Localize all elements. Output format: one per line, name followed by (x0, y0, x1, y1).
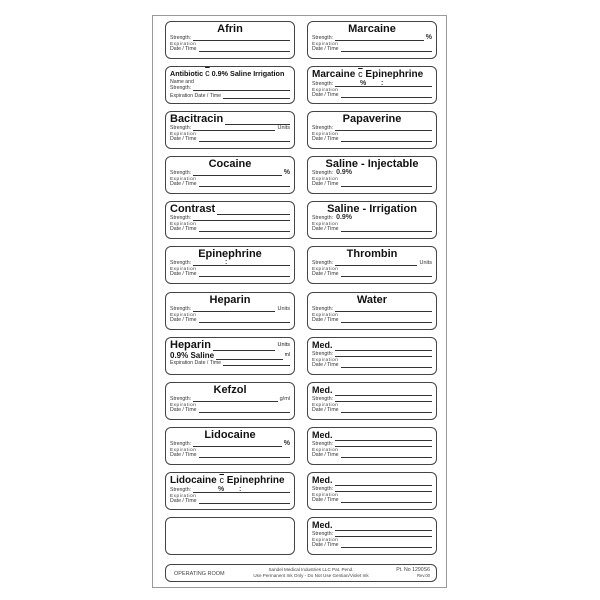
label-med-1 (307, 337, 437, 375)
date-time-label: Date / Time (312, 451, 339, 458)
date-time-field[interactable] (341, 92, 432, 98)
percent-sign: % (360, 80, 367, 88)
date-time-field[interactable] (341, 136, 432, 142)
department-label: OPERATING ROOM (174, 571, 225, 577)
date-time-label: Date / Time (312, 46, 339, 52)
date-time-label: Date / Time (170, 497, 197, 504)
date-time-field[interactable] (341, 542, 432, 548)
date-time-label: Date / Time (312, 271, 339, 278)
unit-label: Units (277, 341, 290, 348)
med-name-field[interactable] (335, 522, 432, 531)
expiration-label: Expiration (170, 41, 197, 46)
right-column (307, 21, 437, 562)
expiration-label: Expiration (170, 446, 197, 452)
strength-label: Strength: (170, 305, 192, 312)
strength-field[interactable] (335, 81, 432, 87)
date-time-field[interactable] (199, 317, 290, 323)
date-time-label: Date / Time (170, 406, 197, 413)
label-title: Lidocaine $\overline{c}$ Epinephrine (170, 474, 285, 486)
date-time-field[interactable] (223, 360, 290, 366)
label-epinephrine (165, 246, 295, 284)
unit-label: % (283, 439, 290, 447)
label-title: Papaverine (342, 113, 402, 126)
label-antibiotic-saline-irrigation (165, 66, 295, 104)
expiration-label: Expiration (170, 311, 197, 317)
strength-label: Strength: (312, 531, 334, 538)
date-time-label: Date / Time (170, 316, 197, 323)
expiration-label: Expiration (312, 131, 339, 137)
expiration-label: Expiration (312, 311, 339, 317)
label-blank[interactable] (165, 517, 295, 555)
strength-label: Strength: (170, 215, 192, 222)
date-time-label: Date / Time (170, 271, 197, 278)
date-time-label: Date / Time (312, 406, 339, 413)
strength-label: Strength: (312, 125, 334, 132)
label-contrast (165, 201, 295, 239)
strength-label: Strength: (312, 35, 334, 41)
strength-label: Strength: (312, 395, 334, 402)
label-title: Antibiotic $\overline{c}$ 0.9% Saline Irrigation (170, 68, 285, 79)
unit-label: Units (277, 125, 290, 132)
date-time-field[interactable] (199, 498, 290, 504)
date-time-label: Date / Time (312, 542, 339, 549)
strength-field[interactable] (193, 215, 290, 221)
expiration-label: Expiration (312, 491, 339, 497)
unit-label: Units (277, 305, 290, 312)
expiration-label: Expiration (170, 492, 197, 498)
label-med-2 (307, 382, 437, 420)
date-time-field[interactable] (341, 407, 432, 413)
label-title: Marcaine $\overline{c}$ Epinephrine (312, 69, 424, 81)
unit-label: % (425, 34, 432, 41)
date-time-field[interactable] (199, 271, 290, 277)
label-thrombin (307, 246, 437, 284)
label-title: Cocaine (208, 158, 252, 171)
date-time-label: Date / Time (312, 316, 339, 323)
strength-field[interactable] (193, 487, 290, 493)
date-time-label: Date / Time (312, 226, 339, 233)
date-time-field[interactable] (341, 271, 432, 277)
units-field[interactable] (213, 342, 276, 351)
date-time-field[interactable] (341, 46, 432, 52)
strength-label: Strength: (170, 486, 192, 493)
label-title: Thrombin (346, 248, 398, 261)
strength-field[interactable] (335, 486, 432, 492)
date-time-field[interactable] (199, 452, 290, 458)
label-title: Epinephrine (198, 248, 262, 261)
ratio-colon: : (239, 485, 242, 493)
expiration-label: Expiration (312, 401, 339, 407)
strength-field[interactable] (193, 260, 290, 266)
date-time-label: Date / Time (312, 361, 339, 368)
label-afrin (165, 21, 295, 59)
expiration-label: Expiration (312, 446, 339, 452)
name-and-label: Name and (170, 79, 194, 86)
strength-field[interactable] (335, 260, 417, 266)
with-symbol: $\overline{c}$ (205, 68, 210, 79)
ratio-colon: : (381, 80, 384, 88)
label-cocaine (165, 156, 295, 194)
strength-label: Strength: (170, 395, 192, 402)
date-time-field[interactable] (341, 317, 432, 323)
strength-field[interactable] (335, 351, 432, 357)
date-time-label: Date / Time (170, 46, 197, 52)
date-time-field[interactable] (341, 226, 432, 232)
date-time-label: Date / Time (312, 496, 339, 503)
label-papaverine (307, 111, 437, 149)
label-title: Water (356, 293, 388, 306)
label-title: Contrast (170, 203, 216, 216)
label-sheet (152, 15, 447, 588)
expiration-label: Expiration (312, 356, 339, 362)
strength-field[interactable] (335, 441, 432, 447)
expiration-label: Expiration (170, 131, 197, 137)
expiration-label: Expiration (170, 176, 197, 182)
med-name-field[interactable] (335, 477, 432, 486)
strength-label: Strength: (170, 440, 192, 447)
title-field[interactable] (217, 206, 290, 215)
date-time-field[interactable] (199, 181, 290, 187)
percent-sign: % (218, 485, 225, 493)
strength-value: 0.9% (336, 214, 353, 222)
strength-field[interactable] (193, 396, 278, 402)
manufacturer-info: Sandel Medical Industries LLC Pat. Pend. Use Permanent Ink Only - Do Not Use Gentian/Violet Ink (253, 567, 369, 578)
label-lidocaine (165, 427, 295, 465)
label-lidocaine-epinephrine (165, 472, 295, 510)
date-time-field[interactable] (341, 362, 432, 368)
strength-field[interactable] (193, 170, 282, 176)
date-time-field[interactable] (199, 136, 290, 142)
strength-label: Strength: (312, 305, 334, 312)
strength-field[interactable] (335, 531, 432, 537)
strength-label: Strength: (312, 81, 334, 88)
med-name-field[interactable] (335, 387, 432, 396)
date-time-label: Date / Time (170, 226, 197, 233)
strength-label: Strength: (312, 485, 334, 492)
date-time-field[interactable] (341, 497, 432, 503)
label-title: Med. (312, 429, 333, 440)
med-name-field[interactable] (335, 432, 432, 441)
date-time-field[interactable] (199, 46, 290, 52)
strength-label: Strength: (312, 260, 334, 267)
ml-label: ml (284, 351, 290, 358)
expiration-label: Expiration (312, 87, 339, 93)
with-symbol: $\overline{c}$ (358, 69, 363, 80)
label-water (307, 292, 437, 330)
expiration-label: Expiration (312, 266, 339, 272)
unit-label: % (283, 169, 290, 177)
label-heparin-saline (165, 337, 295, 375)
date-time-label: Date / Time (170, 136, 197, 143)
strength-field[interactable] (335, 125, 432, 131)
unit-label: Units (419, 260, 432, 267)
part-number: Pt. No 1290S6 Rev.00 (396, 567, 430, 578)
date-time-label: Date / Time (170, 181, 197, 188)
left-column (165, 21, 295, 562)
label-title: Lidocaine (204, 428, 256, 441)
expiration-label: Expiration (170, 266, 197, 272)
label-title: Saline - Irrigation (327, 203, 417, 216)
label-title: Heparin (209, 293, 251, 306)
strength-field[interactable] (335, 306, 432, 312)
expiration-label: Expiration (312, 537, 339, 543)
strength-field[interactable] (193, 441, 282, 447)
expiration-label: Expiration (170, 401, 197, 407)
label-marcaine-epinephrine (307, 66, 437, 104)
label-title: Med. (312, 474, 333, 485)
date-time-field[interactable] (199, 226, 290, 232)
med-name-field[interactable] (335, 342, 432, 351)
date-time-label: Date / Time (170, 451, 197, 458)
date-time-label: Date / Time (312, 181, 339, 188)
date-time-field[interactable] (199, 407, 290, 413)
saline-field[interactable] (216, 353, 283, 360)
label-marcaine (307, 21, 437, 59)
date-time-label: Date / Time (312, 92, 339, 99)
label-heparin (165, 292, 295, 330)
with-symbol: $\overline{c}$ (219, 474, 224, 485)
strength-field[interactable] (335, 35, 424, 41)
expiration-date-time-label: Expiration Date / Time (170, 359, 222, 366)
strength-value: 0.9% (336, 169, 353, 177)
strength-label: Strength: (170, 85, 192, 92)
expiration-label: Expiration (312, 176, 339, 182)
expiration-label: Expiration (312, 221, 339, 227)
saline-label: 0.9% Saline (170, 350, 215, 360)
strength-field[interactable] (193, 125, 275, 131)
sheet-footer (165, 564, 437, 582)
label-title: Afrin (217, 23, 243, 35)
label-title: Bacitracin (170, 113, 224, 126)
label-title: Marcaine (348, 23, 396, 35)
date-time-label: Date / Time (312, 136, 339, 143)
label-title: Med. (312, 384, 333, 395)
expiration-date-time-label: Expiration Date / Time (170, 93, 222, 100)
expiration-label: Expiration (170, 221, 197, 227)
strength-label: Strength: (312, 350, 334, 357)
strength-field[interactable] (193, 306, 275, 312)
label-kefzol (165, 382, 295, 420)
strength-label: Strength: (312, 170, 334, 177)
label-saline-irrigation (307, 201, 437, 239)
strength-label: Strength: (312, 215, 334, 222)
label-med-3 (307, 427, 437, 465)
strength-label: Strength: (170, 260, 192, 267)
strength-label: Strength: (312, 440, 334, 447)
strength-label: Strength: (170, 170, 192, 177)
strength-field[interactable] (335, 396, 432, 402)
strength-label: Strength: (170, 125, 192, 132)
title-field[interactable] (225, 116, 290, 125)
date-time-field[interactable] (223, 93, 290, 99)
expiration-label: Expiration (312, 41, 339, 46)
label-saline-injectable (307, 156, 437, 194)
strength-label: Strength: (170, 35, 192, 41)
label-title: Med. (312, 520, 333, 531)
label-title: Kefzol (213, 383, 247, 396)
label-title: Med. (312, 339, 333, 350)
unit-label: g/ml (279, 395, 290, 402)
label-med-5 (307, 517, 437, 555)
strength-field[interactable] (193, 35, 290, 41)
date-time-field[interactable] (341, 181, 432, 187)
date-time-field[interactable] (341, 452, 432, 458)
label-title: Heparin (170, 338, 211, 351)
name-strength-field[interactable] (193, 85, 290, 91)
ratio-colon: : (225, 259, 228, 267)
label-bacitracin (165, 111, 295, 149)
label-title: Saline - Injectable (325, 158, 419, 171)
label-med-4 (307, 472, 437, 510)
